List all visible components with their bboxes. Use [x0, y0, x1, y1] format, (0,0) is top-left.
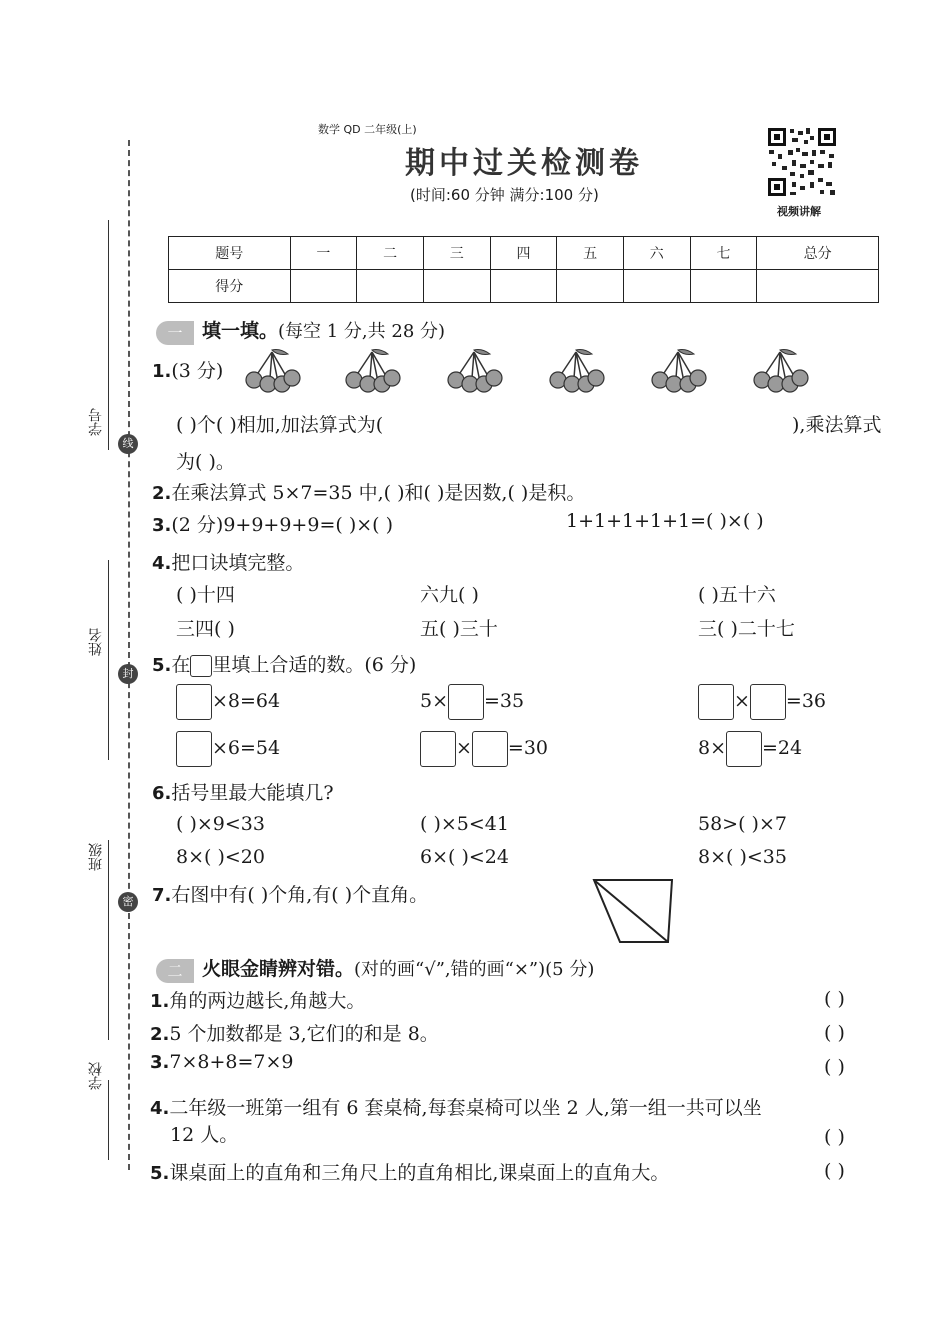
score-header-cell: 三: [423, 237, 490, 270]
q3-part-b: 1+1+1+1+1=( )×( ): [566, 510, 764, 532]
angle-figure: [590, 876, 680, 948]
q5-eq4: [176, 731, 280, 767]
score-header-cell: 四: [490, 237, 557, 270]
s2-item-number: 5.: [150, 1163, 170, 1184]
side-rule: [108, 560, 109, 760]
answer-box[interactable]: [472, 731, 508, 767]
s2-item-text: 课桌面上的直角和三角尺上的直角相比,课桌面上的直角大。: [169, 1162, 670, 1184]
q5-eq6-text: =24: [762, 737, 803, 759]
answer-box[interactable]: [448, 684, 484, 720]
class-label: 班级: [88, 843, 104, 871]
q5-eq3-text: ×: [734, 690, 750, 712]
score-cell[interactable]: [623, 270, 690, 303]
q6-item: ( )×9<33: [176, 813, 265, 835]
side-rule: [108, 840, 109, 1040]
s2-item: [150, 1158, 669, 1185]
answer-box[interactable]: [698, 684, 734, 720]
score-cell[interactable]: [357, 270, 424, 303]
q1-line2: 为( )。: [176, 451, 235, 473]
q6-item: 8×( )<35: [698, 846, 787, 868]
answer-box[interactable]: [176, 731, 212, 767]
s2-item: [150, 1093, 762, 1120]
q3-number: 3.: [152, 515, 172, 536]
score-row-label: 得分: [169, 270, 291, 303]
q5-eq2-text: 5×: [420, 690, 449, 712]
answer-paren[interactable]: ( ): [824, 1022, 845, 1044]
q5-eq2-text: =35: [484, 690, 525, 712]
q5-number: 5.: [152, 655, 172, 676]
score-header-cell: 二: [357, 237, 424, 270]
score-table: [168, 236, 879, 303]
q4-item: 五( )三十: [420, 618, 498, 640]
q6: [152, 778, 334, 805]
answer-paren[interactable]: ( ): [824, 1056, 845, 1078]
q5-eq5-text: ×: [456, 737, 472, 759]
q5-text-a: 在: [171, 654, 191, 676]
answer-paren[interactable]: ( ): [824, 1160, 845, 1182]
score-cell[interactable]: [290, 270, 357, 303]
qr-label: 视频讲解: [777, 205, 821, 218]
q6-item: 8×( )<20: [176, 846, 265, 868]
q7-number: 7.: [152, 885, 172, 906]
score-cell[interactable]: [423, 270, 490, 303]
cherry-icon: [550, 350, 604, 393]
binding-line: [128, 140, 130, 1170]
s2-item-text: 角的两边越长,角越大。: [169, 990, 366, 1012]
q5-eq1: [176, 684, 280, 720]
page-subtitle: (时间:60 分钟 满分:100 分): [410, 186, 599, 204]
section1-heading: [156, 316, 445, 345]
q1-number: 1.: [152, 361, 172, 382]
q6-number: 6.: [152, 783, 172, 804]
q2-text: 在乘法算式 5×7=35 中,( )和( )是因数,( )是积。: [171, 482, 586, 504]
q1-header: [152, 356, 223, 383]
s2-item-text-cont: 12 人。: [170, 1124, 239, 1146]
s2-item-number: 1.: [150, 991, 170, 1012]
answer-box[interactable]: [420, 731, 456, 767]
s2-item-text: 5 个加数都是 3,它们的和是 8。: [169, 1023, 439, 1045]
q5-eq5: [420, 731, 548, 767]
side-rule: [108, 1080, 109, 1160]
answer-paren[interactable]: ( ): [824, 1126, 845, 1148]
answer-box[interactable]: [750, 684, 786, 720]
header-tag: 数学 QD 二年级(上): [318, 123, 417, 136]
q6-item: 58>( )×7: [698, 813, 787, 835]
q1-line1-end: ),乘法算式: [792, 414, 882, 436]
q6-text: 括号里最大能填几?: [171, 782, 334, 804]
cherry-icon: [246, 350, 300, 393]
s2-item-number: 4.: [150, 1098, 170, 1119]
s2-item: [150, 1051, 294, 1073]
page-title: 期中过关检测卷: [405, 146, 643, 181]
q5-text-b: 里填上合适的数。(6 分): [212, 654, 417, 676]
score-cell[interactable]: [690, 270, 757, 303]
q6-item: 6×( )<24: [420, 846, 509, 868]
s2-item-number: 3.: [150, 1052, 170, 1073]
q4-item: 三四( ): [176, 618, 235, 640]
q5-eq3: [698, 684, 826, 720]
inline-box-icon: [190, 655, 212, 677]
q4-item: 三( )二十七: [698, 618, 795, 640]
score-header-cell: 题号: [169, 237, 291, 270]
q7-text: 右图中有( )个角,有( )个直角。: [171, 884, 429, 906]
q5: [152, 650, 416, 677]
answer-box[interactable]: [176, 684, 212, 720]
answer-paren[interactable]: ( ): [824, 988, 845, 1010]
qr-code-icon[interactable]: [766, 126, 838, 198]
cherry-icon: [448, 350, 502, 393]
q3-part-a: (2 分)9+9+9+9=( )×( ): [171, 514, 394, 536]
score-cell[interactable]: [757, 270, 879, 303]
q4-number: 4.: [152, 553, 172, 574]
s2-item-number: 2.: [150, 1024, 170, 1045]
s2-item: [150, 1019, 439, 1046]
q2: [152, 478, 585, 505]
section1-title: 填一填。: [202, 320, 279, 342]
q1-points: (3 分): [171, 360, 224, 382]
seal-mark: 封: [118, 664, 138, 684]
s2-item-text: 7×8+8=7×9: [169, 1051, 294, 1073]
q1-line1: ( )个( )相加,加法算式为(: [176, 414, 384, 436]
cherry-icon: [754, 350, 808, 393]
section1-note: (每空 1 分,共 28 分): [278, 321, 446, 342]
cherry-icon: [652, 350, 706, 393]
q5-eq6-text: 8×: [698, 737, 727, 759]
name-label: 姓名: [88, 628, 104, 656]
q5-eq4-text: ×6=54: [212, 737, 281, 759]
section2-title: 火眼金睛辨对错。: [202, 958, 355, 980]
q5-eq2: [420, 684, 524, 720]
section2-note: (对的画“√”,错的画“×”)(5 分): [354, 959, 595, 980]
q5-eq6: [698, 731, 802, 767]
school-label: 学校: [88, 1062, 104, 1090]
line-mark: 线: [118, 434, 138, 454]
score-cell[interactable]: [490, 270, 557, 303]
q2-number: 2.: [152, 483, 172, 504]
score-header-cell: 总分: [757, 237, 879, 270]
q4-item: ( )十四: [176, 584, 235, 606]
score-header-cell: 七: [690, 237, 757, 270]
q4: [152, 548, 304, 575]
q5-eq1-text: ×8=64: [212, 690, 281, 712]
section1-number: 一: [156, 321, 194, 345]
q5-eq5-text: =30: [507, 737, 549, 759]
cherry-icon: [346, 350, 400, 393]
q4-text: 把口诀填完整。: [171, 552, 305, 574]
secret-mark: 密: [118, 892, 138, 912]
s2-item-text: 二年级一班第一组有 6 套桌椅,每套桌椅可以坐 2 人,第一组一共可以坐: [169, 1097, 762, 1119]
q5-eq3-text: =36: [785, 690, 827, 712]
score-cell[interactable]: [557, 270, 624, 303]
score-header-cell: 一: [290, 237, 357, 270]
q3: [152, 510, 393, 537]
score-header-cell: 六: [623, 237, 690, 270]
q4-item: 六九( ): [420, 584, 479, 606]
score-header-cell: 五: [557, 237, 624, 270]
q4-item: ( )五十六: [698, 584, 776, 606]
s2-item: [150, 986, 365, 1013]
answer-box[interactable]: [726, 731, 762, 767]
cherry-group: [238, 346, 818, 398]
section2-heading: [156, 954, 594, 983]
q7: [152, 880, 428, 907]
section2-number: 二: [156, 959, 194, 983]
q6-item: ( )×5<41: [420, 813, 509, 835]
side-rule: [108, 220, 109, 450]
student-id-label: 学号: [88, 408, 104, 436]
